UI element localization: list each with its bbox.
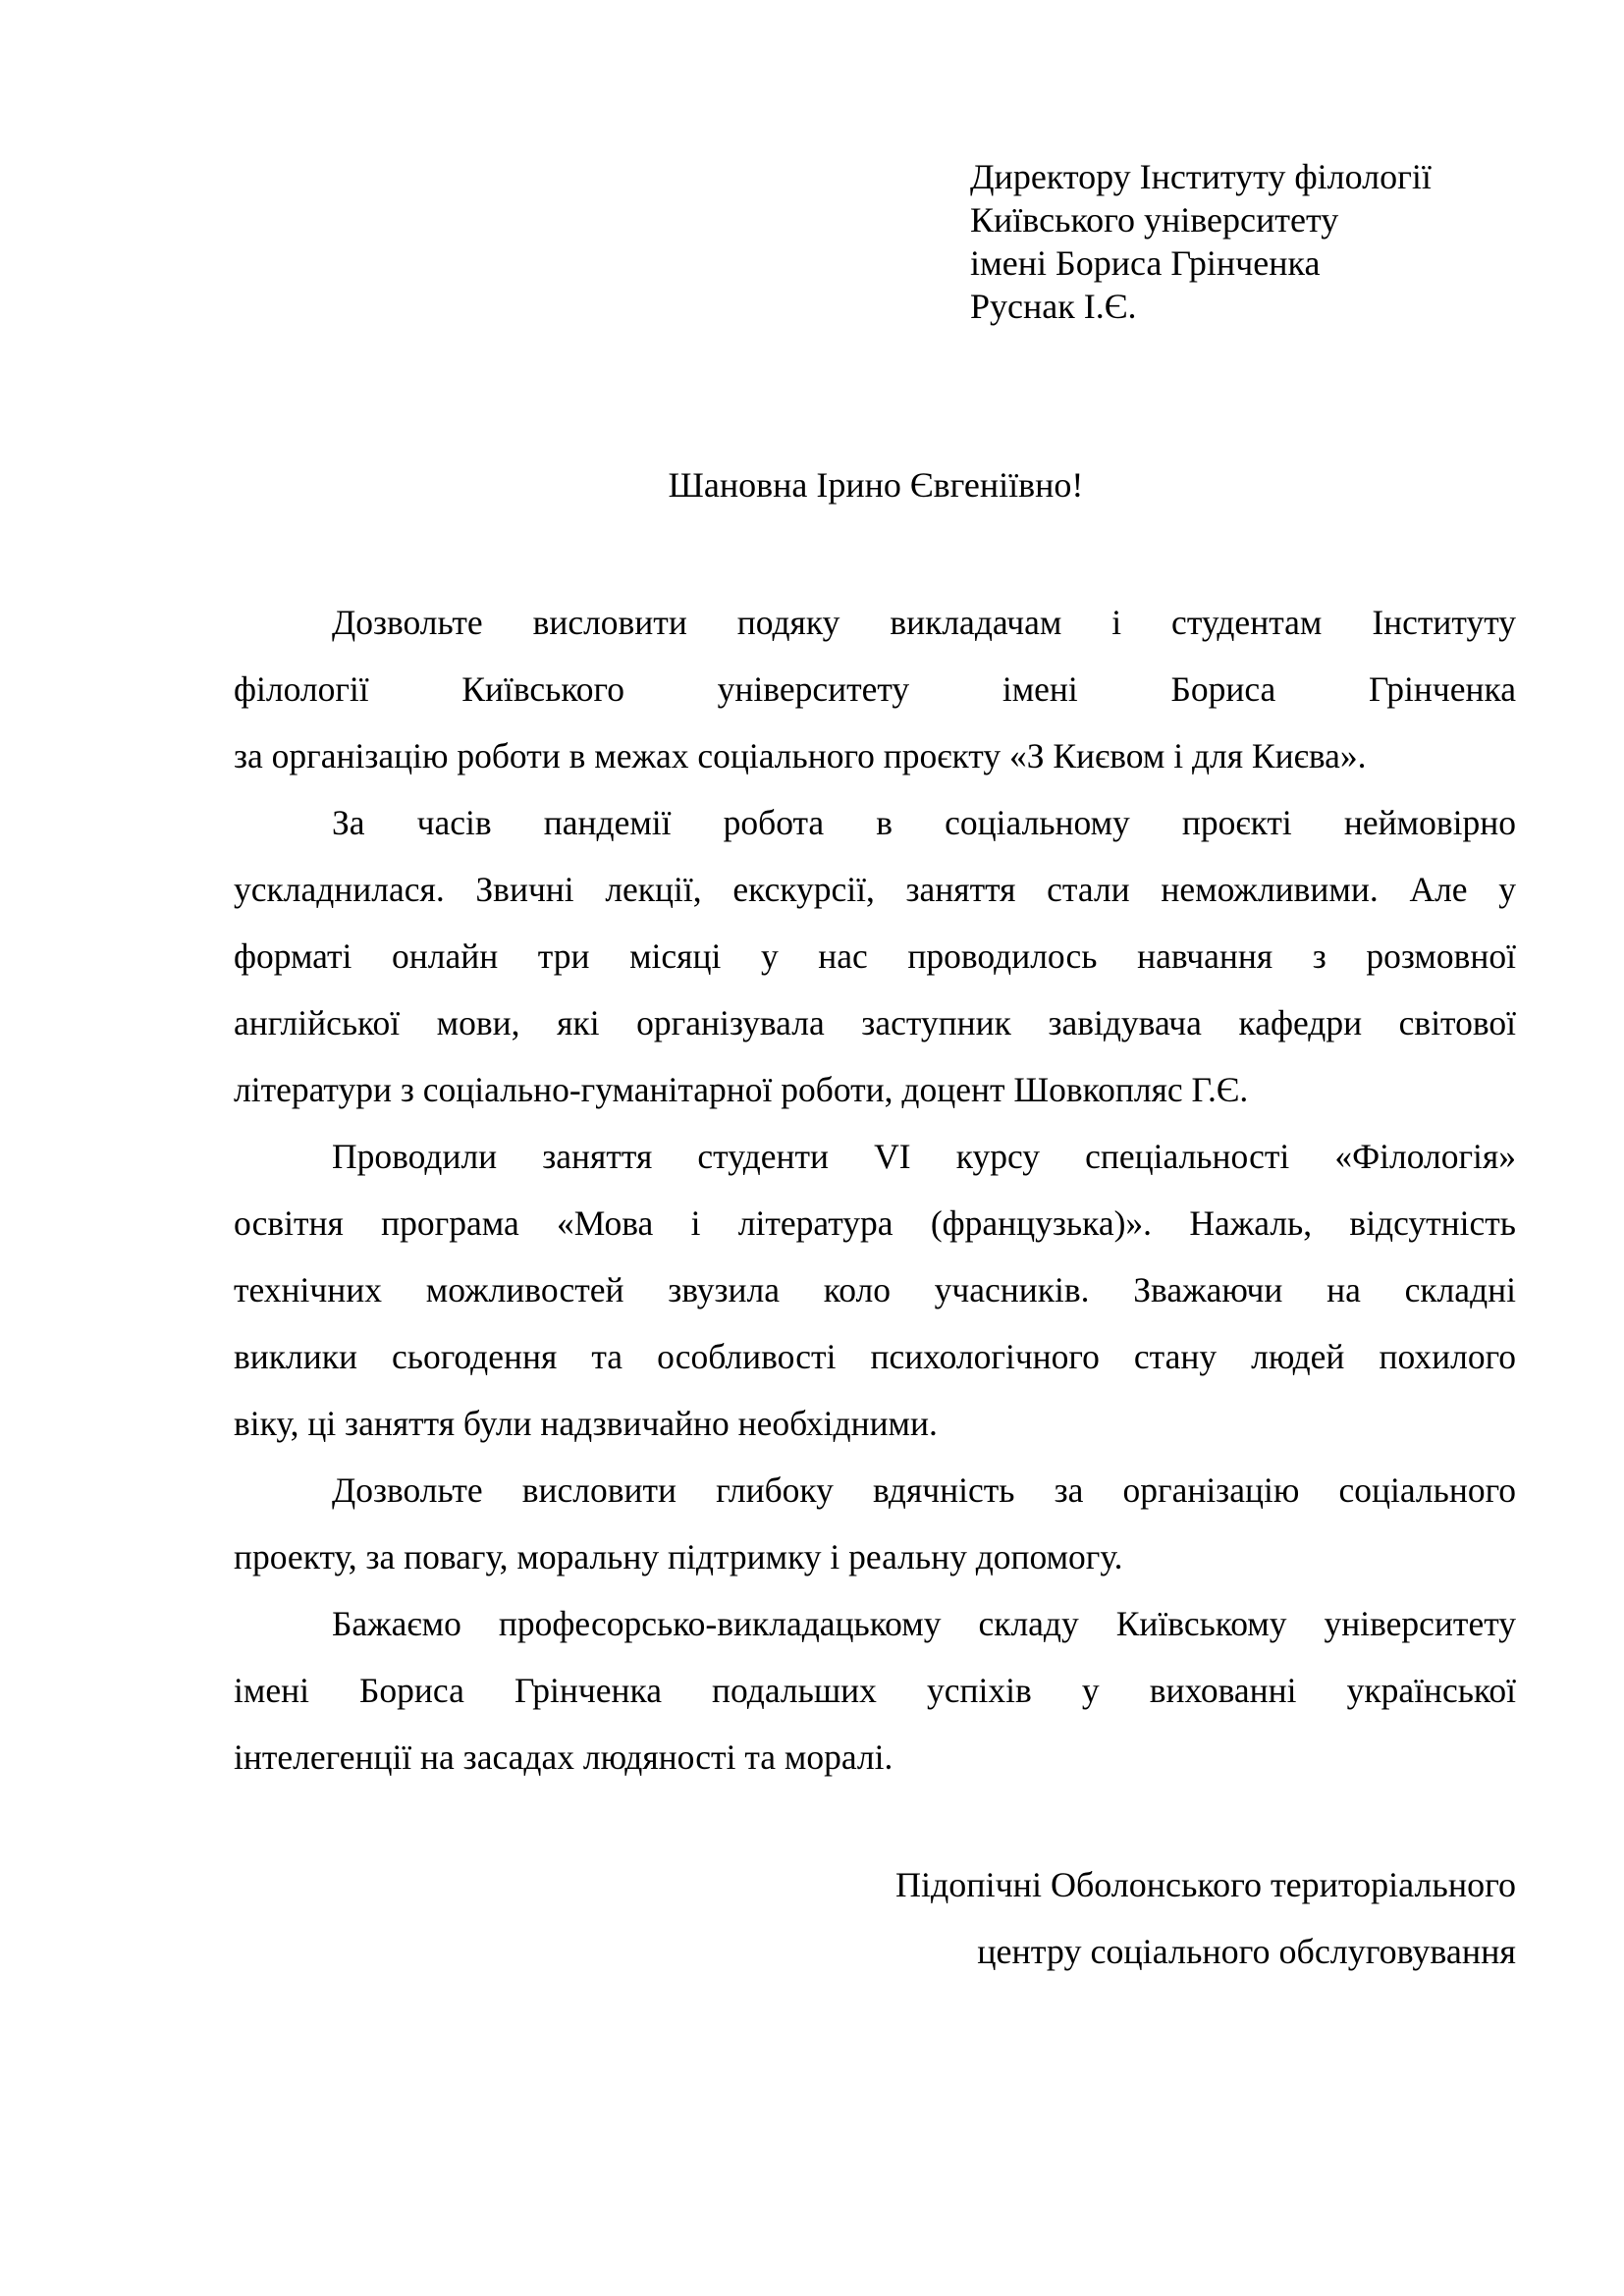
signature-line: центру соціального обслуговування xyxy=(977,1932,1516,1971)
paragraph-line: літератури з соціально-гуманітарної роботи, доцент Шовкопляс Г.Є. xyxy=(234,1070,1249,1109)
paragraph xyxy=(234,1457,1516,1590)
paragraph-line: Дозвольте висловити глибоку вдячність за організацію соціального xyxy=(332,1470,1516,1510)
paragraph-line: ускладнилася. Звичні лекції, екскурсії, заняття стали неможливими. Але у xyxy=(234,870,1516,909)
addressee-line: Київського університету xyxy=(970,200,1339,240)
addressee-block xyxy=(970,155,1432,328)
addressee-line: імені Бориса Грінченка xyxy=(970,243,1321,283)
addressee-line: Директору Інституту філології xyxy=(970,157,1432,196)
paragraph xyxy=(234,1123,1516,1457)
paragraph-line: філології Київського університету імені Бориса Грінченка xyxy=(234,669,1516,709)
paragraph-line: За часів пандемії робота в соціальному проєкті неймовірно xyxy=(332,803,1516,842)
paragraph-line: виклики сьогодення та особливості психологічного стану людей похилого xyxy=(234,1337,1516,1376)
paragraph-line: форматі онлайн три місяці у нас проводилось навчання з розмовної xyxy=(234,936,1516,976)
signature-line: Підопічні Оболонського територіального xyxy=(894,1865,1516,1904)
paragraph xyxy=(234,789,1516,1123)
salutation: Шановна Ірино Євгеніївно! xyxy=(668,465,1084,505)
paragraph-line: за організацію роботи в межах соціального проєкту «З Києвом і для Києва». xyxy=(234,736,1367,775)
signature-block xyxy=(895,1851,1516,1985)
paragraph-line: віку, ці заняття були надзвичайно необхідними. xyxy=(234,1404,938,1443)
addressee-line: Руснак І.Є. xyxy=(970,287,1137,326)
paragraph-line: інтелегенції на засадах людяності та моралі. xyxy=(234,1737,893,1777)
paragraph-line: Дозвольте висловити подяку викладачам і студентам Інституту xyxy=(332,603,1516,642)
paragraph-line: англійської мови, які організувала заступник завідувача кафедри світової xyxy=(234,1003,1516,1042)
paragraph xyxy=(234,589,1516,789)
letter-body xyxy=(234,589,1516,1790)
paragraph xyxy=(234,1590,1516,1790)
paragraph-line: технічних можливостей звузила коло учасників. Зважаючи на складні xyxy=(234,1270,1516,1309)
paragraph-line: імені Бориса Грінченка подальших успіхів у вихованні української xyxy=(234,1671,1516,1710)
paragraph-line: Бажаємо професорсько-викладацькому складу Київському університету xyxy=(332,1604,1516,1643)
paragraph-line: проекту, за повагу, моральну підтримку і реальну допомогу. xyxy=(234,1537,1123,1576)
paragraph-line: освітня програма «Мова і література (французька)». Нажаль, відсутність xyxy=(234,1203,1516,1243)
paragraph-line: Проводили заняття студенти VI курсу спеціальності «Філологія» xyxy=(332,1137,1516,1176)
